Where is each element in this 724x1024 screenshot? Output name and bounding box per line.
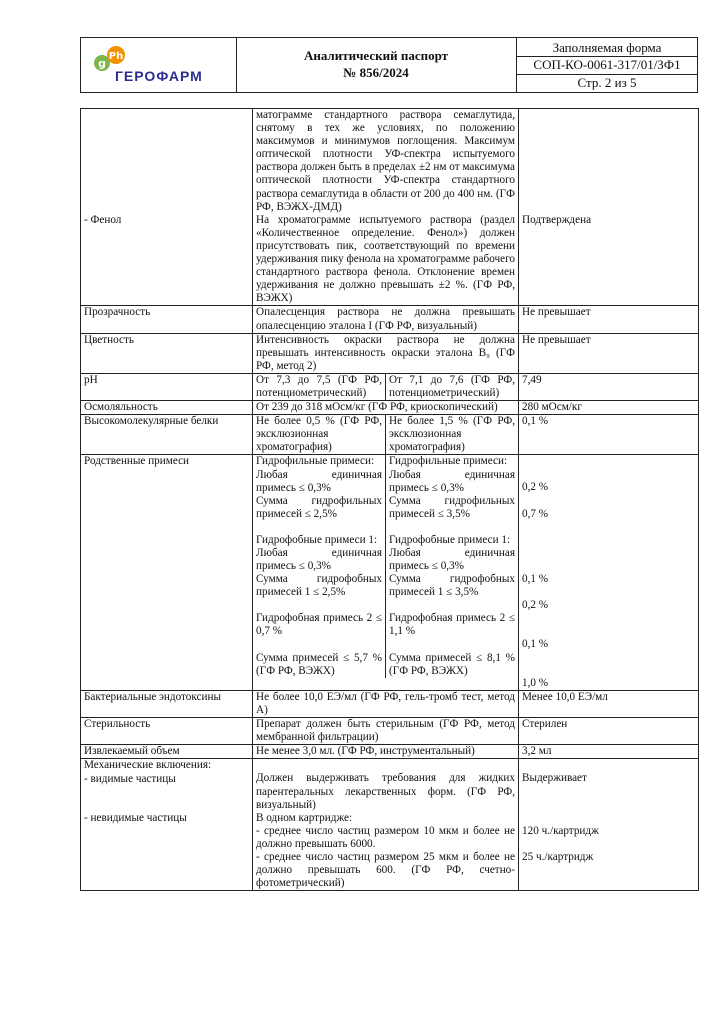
result-value: 0,1 % bbox=[519, 415, 699, 455]
impurity-group-heading: Гидрофобные примеси 1: bbox=[389, 533, 511, 546]
result-value: 0,2 % bbox=[522, 598, 549, 611]
requirement-text bbox=[253, 455, 386, 677]
result-value: Подтверждена bbox=[522, 214, 592, 226]
table-row bbox=[81, 306, 699, 333]
document-number: № 856/2024 bbox=[343, 65, 409, 80]
company-name: ГЕРОФАРМ bbox=[115, 68, 203, 84]
impurity-limit: Гидрофобная примесь 2 ≤ 0,7 % bbox=[256, 612, 382, 638]
test-name: Извлекаемый объем bbox=[81, 745, 253, 759]
impurity-limit: Сумма примесей ≤ 5,7 % (ГФ РФ, ВЭЖХ) bbox=[256, 651, 382, 677]
requirement-cell bbox=[253, 373, 519, 400]
test-name: Прозрачность bbox=[81, 306, 253, 333]
table-row bbox=[81, 745, 699, 759]
result-value: Выдерживает bbox=[522, 772, 587, 785]
impurity-group-heading: Гидрофильные примеси: bbox=[389, 455, 508, 468]
test-name: - невидимые частицы bbox=[84, 811, 187, 824]
result-value: 7,49 bbox=[519, 373, 699, 400]
table-row bbox=[81, 718, 699, 745]
requirement-text: Не менее 3,0 мл. (ГФ РФ, инструментальный) bbox=[253, 745, 519, 759]
result-value: Стерилен bbox=[519, 718, 699, 745]
impurity-limit: Сумма гидрофобных примесей 1 ≤ 2,5% bbox=[256, 573, 382, 599]
svg-text:g: g bbox=[98, 57, 106, 70]
test-name: pH bbox=[81, 373, 253, 400]
impurity-group-heading: Гидрофильные примеси: bbox=[256, 455, 375, 468]
page-number: Стр. 2 из 5 bbox=[577, 75, 637, 90]
result-value: 120 ч./картридж bbox=[522, 824, 599, 837]
result-value: 0,2 % bbox=[522, 481, 549, 494]
requirement-text: Интенсивность окраски раствора не должна превышать интенсивность окраски эталона B₉ (ГФ РФ, метод 2) bbox=[253, 333, 519, 373]
requirement-text: - среднее число частиц размером 25 мкм и более не должно превышать 600. (ГФ РФ, счетно-фотометрический) bbox=[256, 851, 515, 890]
requirement-text: Должен выдерживать требования для жидких парентеральных лекарственных форм. (ГФ РФ, визуальный) bbox=[256, 772, 515, 811]
requirement-text: От 7,3 до 7,5 (ГФ РФ, потенциометрический) bbox=[253, 374, 386, 400]
test-name: Родственные примеси bbox=[81, 455, 253, 691]
result-value: 3,2 мл bbox=[519, 745, 699, 759]
requirement-text: На хроматограмме испытуемого раствора (раздел «Количественное определение. Фенол») должен присутствовать пик, соответствующий по времени удерживания пику фенола на хроматограмме рабочего стандартного раствора фенола. Отклонение времен удерживания не должно превышать ±2 %. (ГФ РФ, ВЭЖХ) bbox=[256, 213, 515, 305]
table-row bbox=[81, 109, 699, 306]
table-row bbox=[81, 759, 699, 891]
test-name: Стерильность bbox=[81, 718, 253, 745]
test-name: Механические включения: bbox=[84, 759, 212, 772]
result-value: 0,7 % bbox=[522, 507, 549, 520]
result-value: 1,0 % bbox=[522, 676, 549, 689]
requirement-text: От 239 до 318 мОсм/кг (ГФ РФ, криоскопический) bbox=[253, 401, 519, 415]
requirement-cell bbox=[253, 109, 519, 306]
requirement-text: Препарат должен быть стерильным (ГФ РФ, метод мембранной фильтрации) bbox=[253, 718, 519, 745]
test-name: Бактериальные эндотоксины bbox=[81, 691, 253, 718]
requirement-text: В одном картридже: bbox=[256, 811, 353, 824]
form-label: Заполняемая форма bbox=[552, 40, 662, 55]
impurity-limit: Гидрофобная примесь 2 ≤ 1,1 % bbox=[389, 612, 515, 638]
specification-table bbox=[80, 108, 699, 891]
impurity-limit: Сумма гидрофильных примесей ≤ 3,5% bbox=[389, 494, 515, 520]
impurity-limit: Сумма гидрофильных примесей ≤ 2,5% bbox=[256, 494, 382, 520]
result-value: Менее 10,0 ЕЭ/мл bbox=[519, 691, 699, 718]
table-row bbox=[81, 455, 699, 691]
result-cell bbox=[519, 455, 699, 691]
result-value: Не превышает bbox=[519, 333, 699, 373]
impurity-limit: Любая единичная примесь ≤ 0,3% bbox=[389, 547, 515, 573]
impurity-group-heading: Гидрофобные примеси 1: bbox=[256, 533, 378, 546]
requirement-cell bbox=[253, 455, 519, 691]
impurity-limit: Любая единичная примесь ≤ 0,3% bbox=[256, 547, 382, 573]
impurity-limit: Любая единичная примесь ≤ 0,3% bbox=[389, 468, 515, 494]
document-title: Аналитический паспорт bbox=[303, 48, 449, 63]
test-name: Цветность bbox=[81, 333, 253, 373]
requirement-cell bbox=[253, 759, 519, 891]
requirement-cell bbox=[253, 415, 519, 455]
test-name: Осмоляльность bbox=[81, 401, 253, 415]
table-row bbox=[81, 691, 699, 718]
requirement-text: - среднее число частиц размером 10 мкм и более не должно превышать 6000. bbox=[256, 824, 515, 850]
test-name: Высокомолекулярные белки bbox=[81, 415, 253, 455]
table-row bbox=[81, 401, 699, 415]
result-value: 0,1 % bbox=[522, 572, 549, 585]
requirement-text: От 7,1 до 7,6 (ГФ РФ, потенциометрический) bbox=[389, 373, 515, 399]
result-value: 25 ч./картридж bbox=[522, 850, 594, 863]
result-value: Не превышает bbox=[519, 306, 699, 333]
table-row bbox=[81, 415, 699, 455]
table-row bbox=[81, 373, 699, 400]
result-cell bbox=[519, 109, 699, 306]
document-header bbox=[80, 37, 698, 93]
requirement-text: Не более 1,5 % (ГФ РФ, эксклюзионная хроматография) bbox=[389, 415, 515, 454]
impurity-limit: Сумма гидрофобных примесей 1 ≤ 3,5% bbox=[389, 573, 515, 599]
test-name: - Фенол bbox=[84, 214, 122, 226]
requirement-text: матограмме стандартного раствора семаглутида, снятому в тех же условиях, по положению максимумов и минимумов поглощения. Максимум оптической плотности УФ-спектра испытуемого раствора должен быть в пределах ±2 нм от максимума оптической плотности УФ-спектра стандартного раствора семаглутида в области от 200 до 400 нм. (ГФ РФ, ВЭЖХ-ДМД) bbox=[256, 109, 515, 213]
requirement-text: Не более 0,5 % (ГФ РФ, эксклюзионная хроматография) bbox=[253, 415, 386, 454]
result-value: 0,1 % bbox=[522, 637, 549, 650]
result-cell bbox=[519, 759, 699, 891]
requirement-text bbox=[386, 455, 519, 677]
impurity-limit: Сумма примесей ≤ 8,1 % (ГФ РФ, ВЭЖХ) bbox=[389, 651, 515, 677]
requirement-text: Опалесценция раствора не должна превышать опалесценцию эталона I (ГФ РФ, визуальный) bbox=[253, 306, 519, 333]
doc-code: СОП-КО-0061-317/01/ЗФ1 bbox=[533, 57, 681, 72]
svg-text:Ph: Ph bbox=[108, 51, 124, 62]
requirement-text: Не более 10,0 ЕЭ/мл (ГФ РФ, гель-тромб тест, метод А) bbox=[253, 691, 519, 718]
table-row bbox=[81, 333, 699, 373]
result-value: 280 мОсм/кг bbox=[519, 401, 699, 415]
test-name-cell bbox=[81, 109, 253, 306]
test-name: - видимые частицы bbox=[84, 772, 176, 785]
test-name-cell bbox=[81, 759, 253, 891]
impurity-limit: Любая единичная примесь ≤ 0,3% bbox=[256, 468, 382, 494]
